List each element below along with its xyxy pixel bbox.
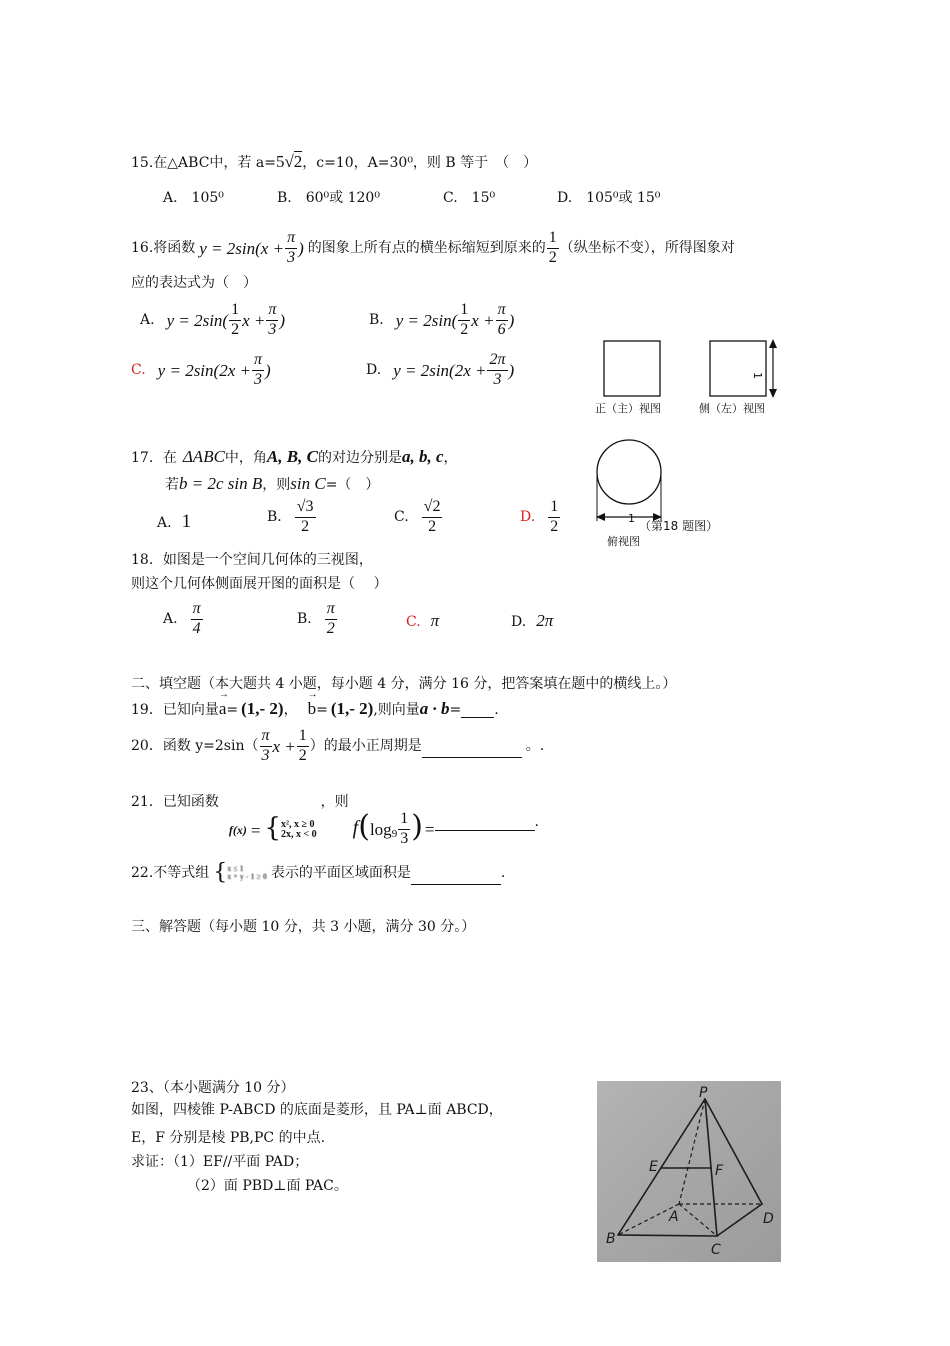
q21-frac: $\frac{1}{3}$ xyxy=(400,810,409,847)
q20-pre: 20．函数 y=2sin（ xyxy=(131,738,259,755)
q21-log-base: 9 xyxy=(391,827,398,840)
q23-line4: （2）面 PBD⊥面 PAC。 xyxy=(187,1178,348,1194)
q17-target: sin C xyxy=(290,474,326,493)
q21-pre: 21．已知函数 xyxy=(131,794,219,810)
q17-a-value: 1 xyxy=(181,511,192,532)
q19-vec-b: → b xyxy=(307,689,318,718)
q22-pre: 22.不等式组 xyxy=(131,864,210,881)
q17-option-d xyxy=(520,499,561,536)
q17-option-c xyxy=(394,499,443,536)
q16-func: y = 2sin(x + xyxy=(199,238,285,258)
q16-b-x: x + xyxy=(471,310,495,330)
q19-end: . xyxy=(494,702,499,718)
q19-post: = xyxy=(449,702,462,718)
q17-b-frac: $\frac{√3}{2}$ xyxy=(296,498,314,535)
q18-d-value: 2π xyxy=(536,611,554,630)
q19-mid: ,则向量 xyxy=(373,702,420,718)
q16-line2: 应的表达式为（ ） xyxy=(131,275,257,291)
q23-line1: 如图，四棱锥 P-ABCD 的底面是菱形，且 PA⊥面 ABCD， xyxy=(131,1102,503,1118)
q15-root-coef: 5 xyxy=(275,152,285,171)
q16-b-pre: y = 2sin( xyxy=(395,310,458,330)
q16-pre: 16.将函数 xyxy=(131,240,196,257)
q23-line3: 求证：（1）EF//平面 PAD； xyxy=(131,1154,309,1170)
side-dim-value: 1 xyxy=(751,372,764,379)
q18-c-value: π xyxy=(430,611,440,630)
q17-mid2: 的对边分别是 xyxy=(317,450,402,466)
q15-option-b: B. 60⁰或 120⁰ xyxy=(277,190,380,206)
q16-option-c xyxy=(131,352,271,389)
q22-post: 表示的平面区域面积是 xyxy=(270,864,411,881)
q16-a-rparen: ) xyxy=(279,310,286,330)
q22 xyxy=(131,860,505,885)
q23-line2: E，F 分别是棱 PB,PC 的中点. xyxy=(131,1130,326,1146)
q21-brace: { xyxy=(264,813,281,844)
q16-option-b xyxy=(369,302,514,339)
q21-f-label: f xyxy=(352,817,359,840)
q18-option-b xyxy=(297,601,338,638)
label-e: E xyxy=(649,1159,658,1175)
side-view-label: 侧（左）视图 xyxy=(699,402,765,415)
q17-if: 若 xyxy=(165,477,179,493)
q17-post: ， xyxy=(443,450,458,466)
q17-line2 xyxy=(165,475,379,492)
section3-heading: 三、解答题（每小题 10 分，共 3 小题，满分 30 分。） xyxy=(131,919,476,935)
q16-post: （纵坐标不变），所得图象对 xyxy=(559,240,735,257)
q21-cases xyxy=(281,820,317,840)
q16-a-x: x + xyxy=(242,310,266,330)
q16-c-frac: $\frac{\pi}{3}$ xyxy=(253,351,262,388)
q15-root-sign: √ xyxy=(284,152,294,171)
q19 xyxy=(131,689,499,718)
q22-sys2: x + y - 1 ≥ 0 xyxy=(227,871,267,881)
q22-sys1: x ≤ 1 xyxy=(227,863,244,873)
q19-vec-a-value: (1,- 2) xyxy=(241,699,284,718)
q18-line1: 18．如图是一个空间几何体的三视图， xyxy=(131,552,373,568)
q15-option-a: A. 105⁰ xyxy=(163,190,224,206)
q21-rparen: ) xyxy=(411,809,423,845)
q21-eq: = xyxy=(250,820,261,840)
q16-d-label: D. xyxy=(366,362,382,379)
q16-b-frac: $\frac{\pi}{6}$ xyxy=(497,301,506,338)
q18-b-label: B. xyxy=(297,611,312,628)
label-b: B xyxy=(606,1231,616,1247)
q21-case2: 2x, x < 0 xyxy=(280,829,317,841)
q16-b-half: $\frac{1}{2}$ xyxy=(460,301,469,338)
label-p: P xyxy=(699,1085,708,1101)
q19-dot-product: a · b xyxy=(419,699,450,718)
figure-caption: （第18 题图） xyxy=(639,519,719,533)
q16-c-pre: y = 2sin(2x + xyxy=(157,360,251,380)
q20-x: x + xyxy=(272,736,296,756)
q16-c-label: C. xyxy=(131,362,146,379)
q21 xyxy=(131,795,539,848)
q19-pre: 19．已知向量 xyxy=(131,702,219,718)
side-view-square xyxy=(710,341,766,396)
front-view-square xyxy=(604,341,660,396)
q17-option-b xyxy=(267,499,317,536)
label-f: F xyxy=(715,1163,724,1179)
q16-mid: 的图象上所有点的横坐标缩短到原来的 xyxy=(307,240,546,257)
q17-pre: 17．在 xyxy=(131,450,177,466)
q16-option-d xyxy=(366,352,514,389)
q16-c-rparen: ) xyxy=(264,360,271,380)
q16-half: $\frac{1}{2}$ xyxy=(548,229,557,266)
q20-frac-pi: $\frac{\pi}{3}$ xyxy=(261,727,270,764)
q17-sides: a, b, c xyxy=(401,447,444,466)
q16-func-frac: $\frac{\pi}{3}$ xyxy=(287,229,296,266)
q21-case1: x², x ≥ 0 xyxy=(280,819,315,831)
q19-vec-b-value: (1,- 2) xyxy=(330,699,374,718)
top-view-circle xyxy=(597,440,661,504)
q18-a-frac: $\frac{\pi}{4}$ xyxy=(192,600,201,637)
q21-answer-blank[interactable] xyxy=(435,816,535,831)
q18-b-frac: $\frac{\pi}{2}$ xyxy=(326,600,335,637)
q20 xyxy=(131,728,544,765)
q18-a-label: A. xyxy=(163,611,178,628)
label-a: A xyxy=(669,1209,679,1225)
section2-heading: 二、填空题（本大题共 4 小题，每小题 4 分，满分 16 分，把答案填在题中的横线上。） xyxy=(131,676,677,692)
q16-d-pre: y = 2sin(2x + xyxy=(393,360,487,380)
top-view-label: 俯视图 xyxy=(607,535,640,548)
q18-line2: 则这个几何体侧面展开图的面积是（ ） xyxy=(131,576,388,592)
q19-comma: ， xyxy=(283,702,298,718)
q20-answer-blank[interactable] xyxy=(422,743,522,758)
pyramid-figure xyxy=(597,1081,781,1262)
q16-d-frac: $\frac{2\pi}{3}$ xyxy=(489,351,506,388)
q16-func-rparen: ) xyxy=(298,238,304,258)
q21-end: . xyxy=(534,814,539,831)
q16-line1 xyxy=(131,230,735,267)
q17-eq: =（ ） xyxy=(325,477,380,493)
label-c: C xyxy=(711,1242,721,1258)
q21-eq2: = xyxy=(424,819,435,839)
q20-end: 。. xyxy=(525,738,545,755)
q18-c-label: C. xyxy=(406,614,421,630)
q17-condition: b = 2c sin B xyxy=(179,474,263,493)
q19-eq2: = xyxy=(316,702,328,718)
q16-a-label: A. xyxy=(140,312,155,329)
q16-d-rparen: ) xyxy=(508,360,515,380)
q17-then: ，则 xyxy=(262,477,291,493)
q17-d-label: D. xyxy=(520,509,536,526)
q19-answer-blank[interactable] xyxy=(461,703,494,718)
side-dim-arrow-top xyxy=(769,339,777,348)
q22-system xyxy=(227,865,267,881)
q18-option-c xyxy=(406,612,439,629)
q15-root-arg: 2 xyxy=(293,152,303,171)
q15-option-c: C. 15⁰ xyxy=(443,190,496,206)
q17-angles: A, B, C xyxy=(266,447,318,466)
q17-a-label: A. xyxy=(157,515,172,531)
q19-eq1: = xyxy=(226,702,239,718)
top-dim-value: 1 xyxy=(628,512,635,525)
q19-vec-a: → a xyxy=(218,689,229,718)
edge-bc xyxy=(618,1235,717,1236)
q16-a-pre: y = 2sin( xyxy=(166,310,229,330)
q18-d-label: D. xyxy=(511,614,527,630)
q21-lparen: ( xyxy=(358,809,370,845)
q17-b-label: B. xyxy=(267,509,282,526)
q22-answer-blank[interactable] xyxy=(411,870,501,885)
q17-c-label: C. xyxy=(394,509,409,526)
q15-stem-pre: 15.在△ABC中，若 a= xyxy=(131,155,276,171)
q22-end: . xyxy=(500,864,506,881)
q15-stem-post: ，c=10，A=30⁰，则 B 等于 （ ） xyxy=(302,155,538,171)
q17-mid: 中，角 xyxy=(224,450,267,466)
label-d: D xyxy=(763,1211,774,1227)
q16-b-rparen: ) xyxy=(508,310,515,330)
q18-option-a xyxy=(163,601,204,638)
q17-c-frac: $\frac{√2}{2}$ xyxy=(423,498,441,535)
q15-option-d: D. 105⁰或 15⁰ xyxy=(557,190,661,206)
q17-triangle: ΔABC xyxy=(182,447,225,466)
q16-b-label: B. xyxy=(369,312,384,329)
q23-title: 23、（本小题满分 10 分） xyxy=(131,1080,295,1096)
q21-mid: ，则 xyxy=(320,794,349,810)
q21-log: log xyxy=(369,819,392,839)
q21-f: f(x) xyxy=(228,823,247,838)
q20-frac-half: $\frac{1}{2}$ xyxy=(298,727,307,764)
q20-post: ）的最小正周期是 xyxy=(309,738,422,755)
q15-stem xyxy=(131,153,537,170)
q16-a-frac: $\frac{\pi}{3}$ xyxy=(268,301,277,338)
q16-option-a xyxy=(140,302,285,339)
front-view-label: 正（主）视图 xyxy=(595,402,661,415)
q17-d-frac: $\frac{1}{2}$ xyxy=(550,498,559,535)
q18-option-d xyxy=(511,612,553,629)
q17-option-a xyxy=(157,512,191,531)
q22-brace: { xyxy=(213,859,228,885)
q16-a-half: $\frac{1}{2}$ xyxy=(231,301,240,338)
side-dim-arrow-bottom xyxy=(769,389,777,398)
q17-line1 xyxy=(131,448,458,465)
